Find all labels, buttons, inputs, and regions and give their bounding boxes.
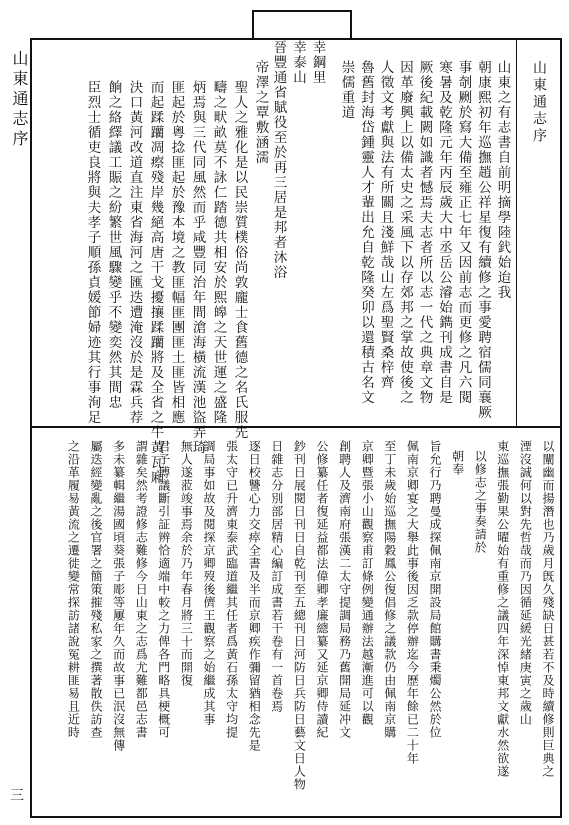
lower-text-column: 至丁未歲始巡撫陽穀鳳公復倡修之議款仍由佩南京購 <box>382 440 397 739</box>
upper-text-column: 臣烈士循吏良將與夫孝子順孫貞媛節婦迹其行事洵足 <box>84 80 101 425</box>
lower-text-column: 張太守已升濟東泰武臨道繼其任者爲黃石孫太守均提 <box>224 440 239 739</box>
lower-text-column: 多未纂輯繼湯國頃葵張子彫等屢年久而故事已泯沒無傳 <box>111 440 126 752</box>
page-number: 三 <box>10 788 24 804</box>
lower-text-column: 旨允行乃聘曼成探佩南京開設局館購書秉燭公然於位 <box>428 440 442 739</box>
lower-text-column: 佩南京卿宴之大舉此事後因乏款停辦迄今歷年餘已二十年 <box>405 440 420 765</box>
upper-text-column: 魯舊封海岱鍾靈人才輩出允自乾隆癸卯以還積古名文 <box>358 60 374 405</box>
lower-text-column: 屬迭經變亂之後官署之簡策摧殘私家之撰著散佚訪查 <box>89 440 103 739</box>
lower-text-column: 鈔刊日展閱日刊日自乾刊至五總刊日河防日兵防日藝文日人物 <box>292 440 307 791</box>
lower-text-column: 京卿暨張小山觀察甫訂條例變通辦法越漸進可以觀 <box>360 440 375 726</box>
lower-text-column: 朝奉 <box>450 450 465 476</box>
lower-text-column: 調局事如故及閱探京卿歿後儕王觀察之始繼成其事 <box>202 440 216 726</box>
lower-text-column: 湮沒誠何以對先哲哉而乃因循延緩光緒庚寅之歲山 <box>518 440 533 726</box>
section-divider <box>30 426 562 428</box>
upper-text-column: 事剞劂於寫大備至雍正七年又因前志而更修之凡六閱 <box>455 60 472 405</box>
lower-text-column: 以修志之事奏請於 <box>473 450 488 554</box>
upper-text-column: 決口黃河改道直注東省海河之匯迭遭淹沒於是霖兵荐 <box>126 80 143 425</box>
lower-text-column: 逐日校讐心力交瘁全書及半而京卿疾作彌留猶相念先是 <box>247 440 262 752</box>
lower-text-column: 君子博議斷引証辨恰適端中較之力俾各門略具梗概可 <box>156 440 171 739</box>
lower-text-column: 無人遂蒞竣事焉余於乃年春月將三十而開復 <box>179 440 194 687</box>
margin-book-title: 山東通志序 <box>10 50 29 150</box>
upper-text-column: 餉之絡繹議工賑之紛繁世風驟變乎不變奕然其間忠 <box>105 80 122 410</box>
upper-heading-column: 幸鋼里 <box>309 40 326 85</box>
upper-text-column: 聖人之雅化是以民崇質樸俗尚敦龐士食舊德之名氏服先 <box>231 80 248 440</box>
lower-text-column: 日雜志分別部居精心編訂成書若干卷有一首卷焉 <box>269 440 284 713</box>
lower-text-column: 之沿革履易黃流之遷徙變常探訪諸說冤耕匪易且近時 <box>66 440 81 739</box>
frame-tab <box>252 10 352 38</box>
upper-text-column: 寒暑及乾隆元年丙辰歲大中丞岳公濬始鐫刊成書自是 <box>436 60 452 405</box>
header-title: 山東通志序 <box>531 60 547 145</box>
upper-text-column: 人徵文考獻與法有所關且淺鮮哉山左爲聖賢桑梓齊 <box>377 60 394 390</box>
upper-text-column: 山東之有志書自前明摘學陸釴始迨我 <box>494 60 511 300</box>
lower-text-column: 公修纂任者復延益都法偉卿孝廉總纂又延京卿侍讀紀 <box>315 440 329 739</box>
upper-text-column: 因革廢興上以備太史之采風下以存郊邦之掌故使後之 <box>397 60 413 405</box>
lower-text-column: 以闡幽而揚潛也乃歲月旣久殘缺日甚若不及時續修則巨典之 <box>541 440 555 778</box>
lower-text-column: 謂雜矣然考證修志難修今日山東之志爲尤難都邑志書 <box>134 440 149 739</box>
lower-text-column: 東巡撫張勤果公曜始有重修之議四年深悼東邦文獻水然欲遂 <box>495 440 510 778</box>
upper-text-column: 而起蹂躪凋瘵殘岸幾絕高唐干戈擾攘蹂躪將及全省之牛黃瓦廂 <box>147 80 164 485</box>
upper-heading-column: 晉豐通省賦役至於再三居是邦者沐浴 <box>270 40 287 280</box>
upper-text-column: 帝澤之覃敷涵濡 <box>252 60 269 165</box>
lower-text-column: 創聘人及濟南府張漢二太守提調局務乃舊開局延冲文 <box>337 440 352 739</box>
upper-text-column: 厥後紀載闕如識者憾焉夫志者所以志一代之典章文物 <box>416 60 433 405</box>
upper-heading-column: 幸泰山 <box>290 40 306 85</box>
upper-text-column: 崇儒重道 <box>338 60 355 120</box>
upper-text-column: 疇之畎畝莫不詠仁踏德共相安於熙皞之天世運之盛隆 <box>210 80 227 425</box>
upper-text-column: 朝康熙初年巡撫趙公祥星復有續修之事愛聘宿儒同襄厥 <box>475 60 491 420</box>
upper-text-column: 匪起於粵捻匪起於豫本境之教匪幅匪團匪土匪皆相應 <box>168 80 185 425</box>
upper-text-column: 炳焉與三代同風然而乎咸豐同治年間滄海橫流漢池盜弄琦 <box>189 80 206 455</box>
